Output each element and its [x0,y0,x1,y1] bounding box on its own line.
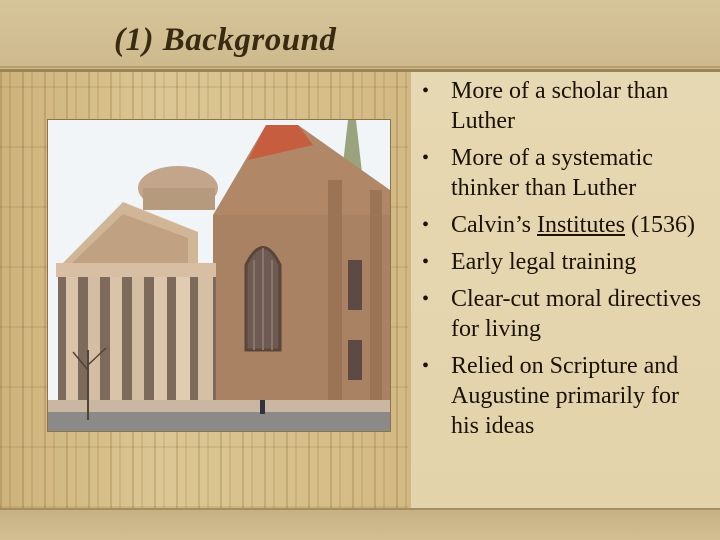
bullet-dot: • [422,288,430,310]
bullet-item: • Early legal training [422,249,637,275]
slide-title: (1) Background [114,22,337,58]
book-title: Institutes [537,212,626,238]
bullet-dot: • [422,355,430,377]
cathedral-photo [48,120,390,431]
bullet-dot: • [422,147,430,169]
bullet-item: • Calvin’s Institutes (1536) [422,212,695,238]
bullet-item: • Clear-cut moral directives for living [422,286,702,342]
bottom-band [0,508,720,540]
bullet-item: • More of a systematic thinker than Luther [422,145,653,201]
title-divider [0,66,720,68]
bullet-dot: • [422,251,430,273]
bullet-list [420,76,712,448]
title-band [0,0,720,72]
cathedral-illustration [48,120,390,431]
bullet-item: • More of a scholar than Luther [422,78,669,134]
bullet-item: • Relied on Scripture and Augustine primarily for his ideas [422,353,679,439]
bullet-dot: • [422,214,430,236]
bullet-dot: • [422,80,430,102]
